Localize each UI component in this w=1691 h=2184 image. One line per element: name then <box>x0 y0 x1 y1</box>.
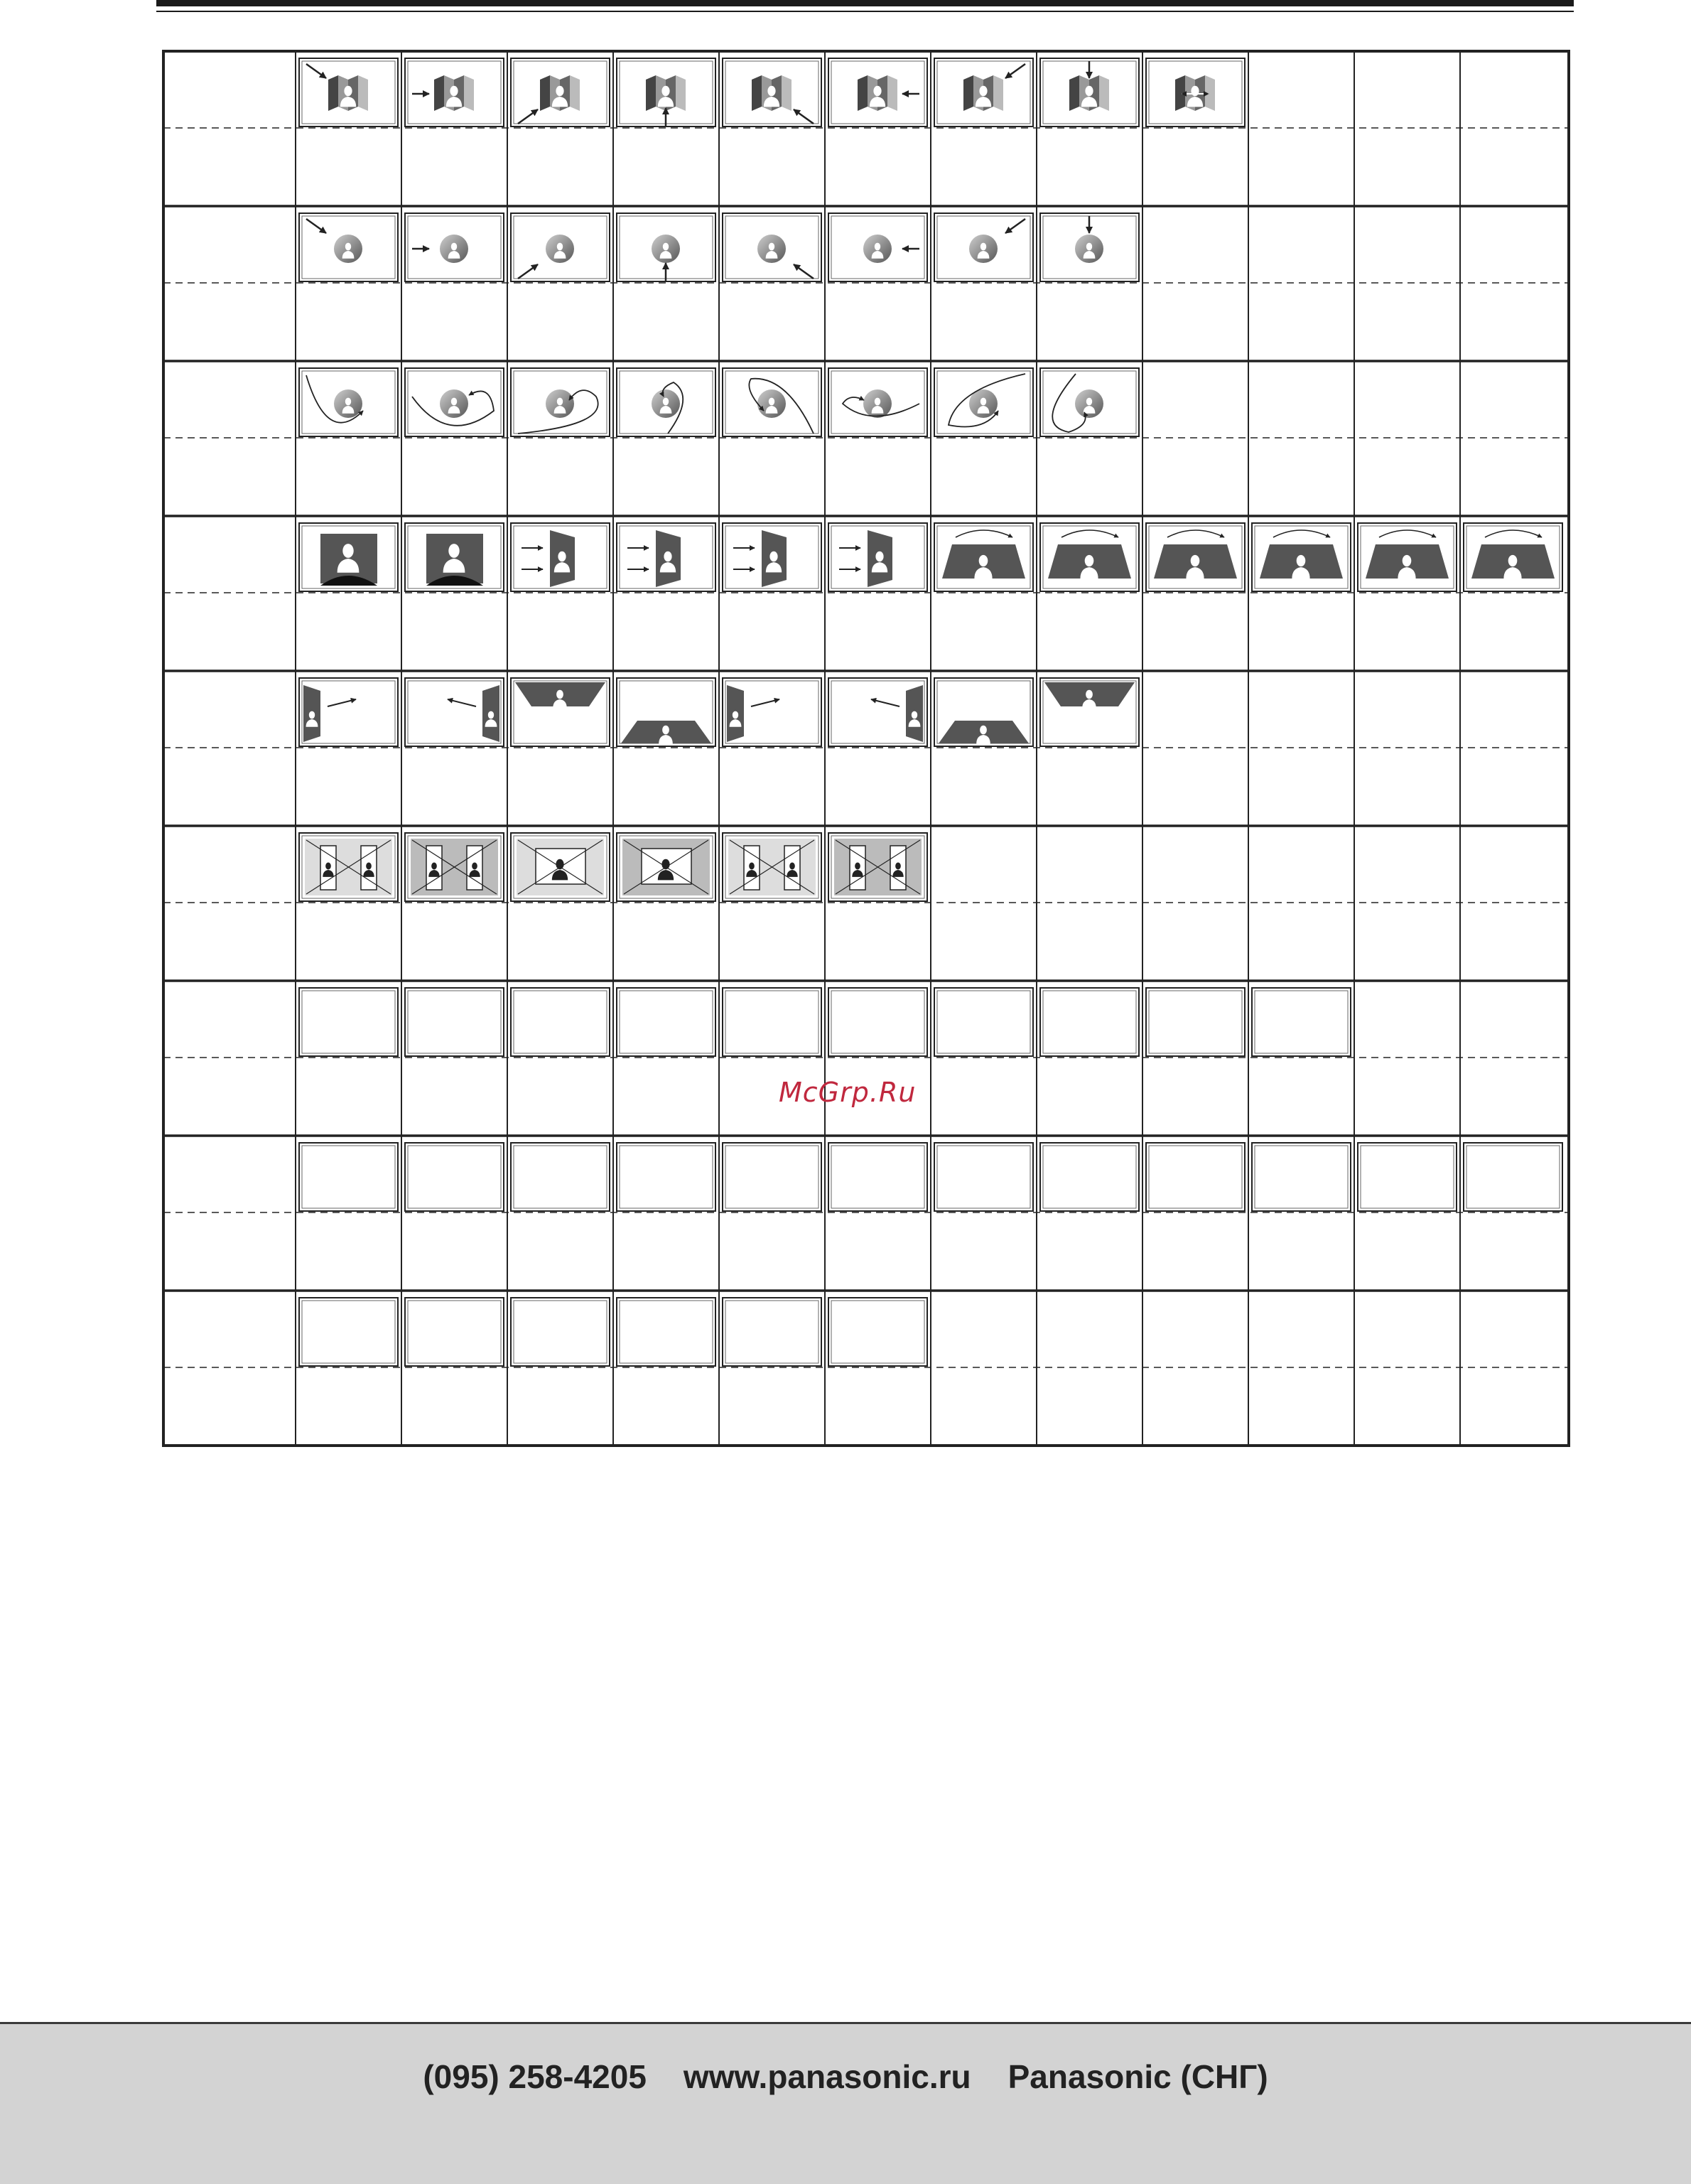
effect-thumbnail-empty[interactable] <box>299 1143 398 1211</box>
effect-thumbnail-turn-7[interactable] <box>934 523 1033 591</box>
footer-phone: (095) 258-4205 <box>423 2058 647 2095</box>
effect-thumbnail-empty[interactable] <box>511 1298 610 1366</box>
effect-thumbnail-empty[interactable] <box>1464 1143 1562 1211</box>
footer-company: Panasonic (СНГ) <box>1007 2058 1268 2095</box>
effect-thumbnail-arrow-down[interactable] <box>1040 213 1139 281</box>
effect-thumbnail-curve-3[interactable] <box>511 368 610 436</box>
effect-thumbnail-arrow-right[interactable] <box>405 58 504 127</box>
effect-thumbnail-empty[interactable] <box>828 1298 927 1366</box>
effect-thumbnail-empty[interactable] <box>405 1143 504 1211</box>
effect-thumbnail-turn-12[interactable] <box>1464 523 1562 591</box>
effect-thumbnail-turn-6[interactable] <box>828 523 927 591</box>
effect-thumbnail-turn-2[interactable] <box>405 523 504 591</box>
effect-thumbnail-turn-5[interactable] <box>723 523 821 591</box>
effect-thumbnail-empty[interactable] <box>1358 1143 1457 1211</box>
effect-thumbnail-door-1[interactable] <box>299 678 398 746</box>
effect-thumbnail-empty[interactable] <box>934 988 1033 1056</box>
effect-thumbnail-door-3[interactable] <box>511 678 610 746</box>
effect-thumbnail-turn-11[interactable] <box>1358 523 1457 591</box>
effect-thumbnail-arrow-up-right[interactable] <box>511 58 610 127</box>
footer-website[interactable]: www.panasonic.ru <box>683 2058 971 2095</box>
effect-thumbnail-turn-10[interactable] <box>1252 523 1351 591</box>
effect-thumbnail-curve-2[interactable] <box>405 368 504 436</box>
effect-thumbnail-curve-8[interactable] <box>1040 368 1139 436</box>
effect-thumbnail-arrow-up-right[interactable] <box>511 213 610 281</box>
effect-thumbnail-empty[interactable] <box>299 988 398 1056</box>
effect-thumbnail-arrow-down[interactable] <box>1040 58 1139 127</box>
effect-thumbnail-arrow-up-left[interactable] <box>723 213 821 281</box>
watermark: McGrp.Ru <box>779 1077 917 1108</box>
effect-thumbnail-empty[interactable] <box>1252 1143 1351 1211</box>
effect-thumbnail-empty[interactable] <box>1146 1143 1245 1211</box>
effect-thumbnail-curve-7[interactable] <box>934 368 1033 436</box>
effect-thumbnail-empty[interactable] <box>828 988 927 1056</box>
effect-thumbnail-arrow-down-right[interactable] <box>299 58 398 127</box>
effect-thumbnail-curve-6[interactable] <box>828 368 927 436</box>
effect-thumbnail-door-8[interactable] <box>1040 678 1139 746</box>
effect-thumbnail-empty[interactable] <box>1252 988 1351 1056</box>
effect-thumbnail-arrow-left[interactable] <box>828 213 927 281</box>
effect-thumbnail-curve-5[interactable] <box>723 368 821 436</box>
effect-thumbnail-empty[interactable] <box>1040 1143 1139 1211</box>
effect-thumbnail-curve-4[interactable] <box>617 368 715 436</box>
effect-thumbnail-empty[interactable] <box>723 988 821 1056</box>
effect-thumbnail-arrow-left[interactable] <box>828 58 927 127</box>
effect-thumbnail-empty[interactable] <box>511 988 610 1056</box>
effect-thumbnail-empty[interactable] <box>405 988 504 1056</box>
effect-thumbnail-arrow-right[interactable] <box>405 213 504 281</box>
effect-thumbnail-arrow-down-right[interactable] <box>299 213 398 281</box>
effect-thumbnail-door-6[interactable] <box>828 678 927 746</box>
effect-thumbnail-empty[interactable] <box>723 1298 821 1366</box>
effect-thumbnail-split-1[interactable] <box>299 833 398 901</box>
effect-thumbnail-arrow-split[interactable] <box>1146 58 1245 127</box>
effect-thumbnail-door-2[interactable] <box>405 678 504 746</box>
effect-thumbnail-door-7[interactable] <box>934 678 1033 746</box>
effect-thumbnail-arrow-down-left[interactable] <box>934 58 1033 127</box>
effect-thumbnail-empty[interactable] <box>617 1298 715 1366</box>
effect-thumbnail-turn-4[interactable] <box>617 523 715 591</box>
effect-thumbnail-empty[interactable] <box>1146 988 1245 1056</box>
effect-thumbnail-arrow-down-left[interactable] <box>934 213 1033 281</box>
effect-thumbnail-turn-1[interactable] <box>299 523 398 591</box>
effect-thumbnail-door-5[interactable] <box>723 678 821 746</box>
effect-thumbnail-turn-3[interactable] <box>511 523 610 591</box>
effect-thumbnail-split-6[interactable] <box>828 833 927 901</box>
effect-thumbnail-split-4[interactable] <box>617 833 715 901</box>
effect-thumbnail-door-4[interactable] <box>617 678 715 746</box>
effect-thumbnail-empty[interactable] <box>617 1143 715 1211</box>
effect-thumbnail-split-3[interactable] <box>511 833 610 901</box>
effect-thumbnail-empty[interactable] <box>828 1143 927 1211</box>
effect-thumbnail-curve-1[interactable] <box>299 368 398 436</box>
effect-thumbnail-arrow-up-left[interactable] <box>723 58 821 127</box>
effect-thumbnail-empty[interactable] <box>723 1143 821 1211</box>
effect-thumbnail-empty[interactable] <box>934 1143 1033 1211</box>
effect-thumbnail-empty[interactable] <box>511 1143 610 1211</box>
effect-thumbnail-turn-8[interactable] <box>1040 523 1139 591</box>
effect-thumbnail-empty[interactable] <box>617 988 715 1056</box>
effect-thumbnail-arrow-up[interactable] <box>617 213 715 281</box>
effect-thumbnail-split-2[interactable] <box>405 833 504 901</box>
effect-thumbnail-turn-9[interactable] <box>1146 523 1245 591</box>
effect-thumbnail-arrow-up[interactable] <box>617 58 715 127</box>
effect-thumbnail-empty[interactable] <box>299 1298 398 1366</box>
effect-thumbnail-split-5[interactable] <box>723 833 821 901</box>
effect-thumbnail-empty[interactable] <box>405 1298 504 1366</box>
footer-contact <box>0 2022 1691 2096</box>
effect-thumbnail-empty[interactable] <box>1040 988 1139 1056</box>
